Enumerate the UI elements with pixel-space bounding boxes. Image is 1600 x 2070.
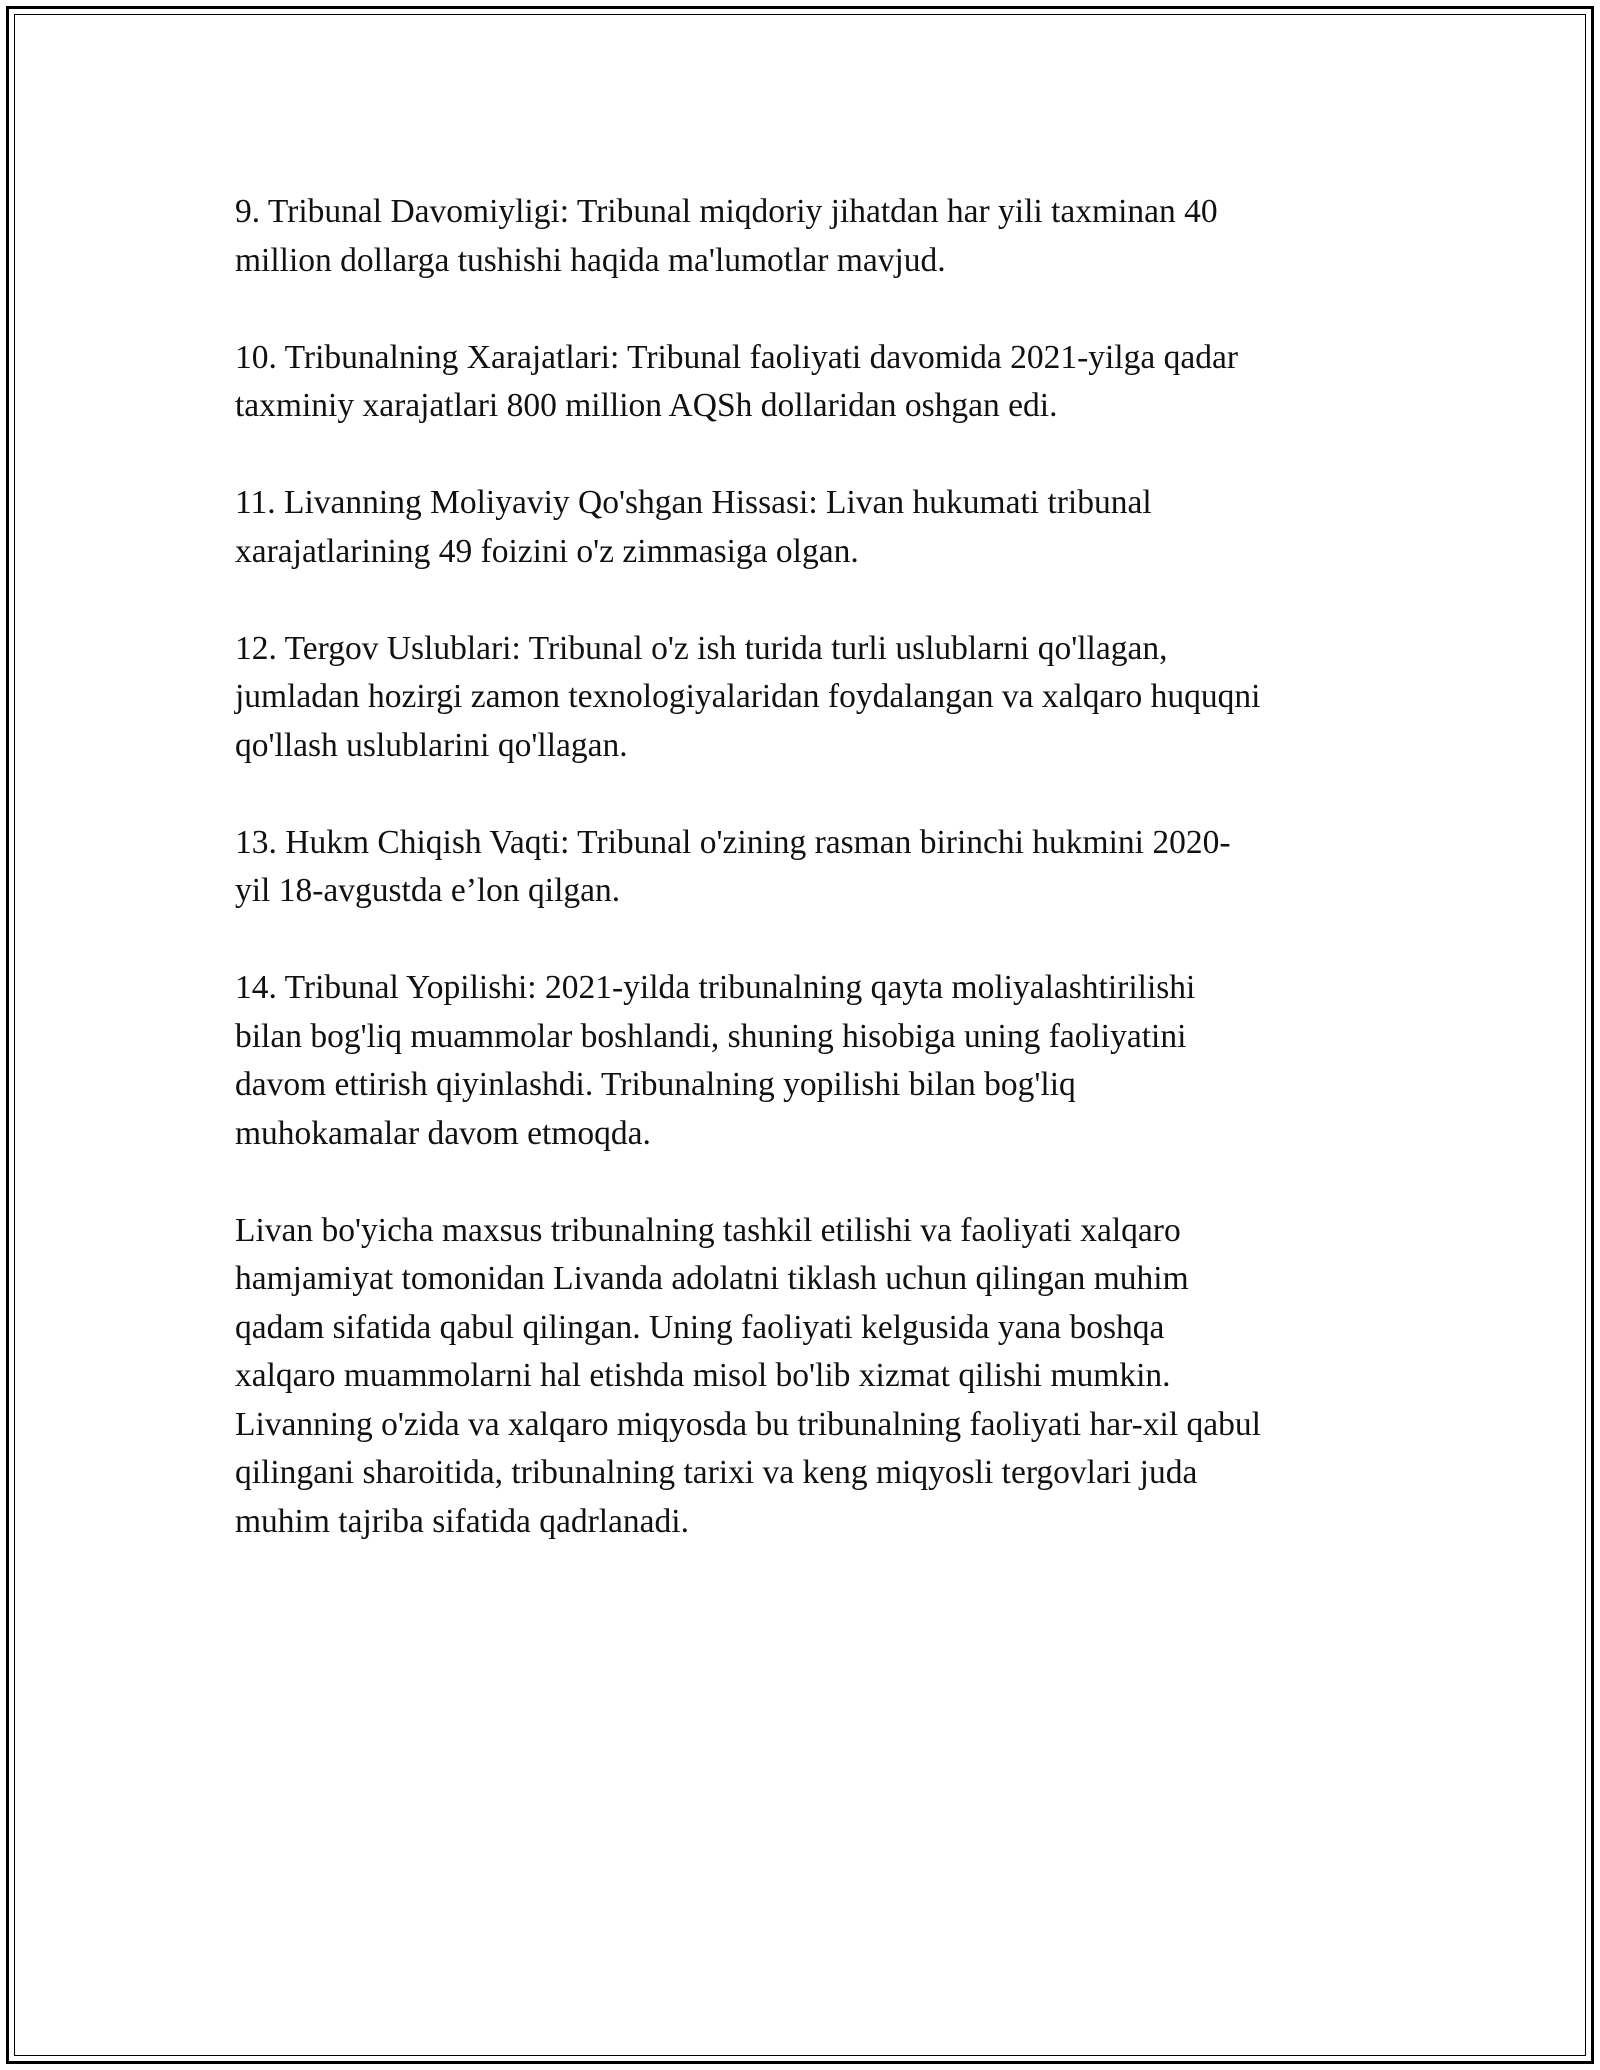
paragraph-item-9: 9. Tribunal Davomiyligi: Tribunal miqdoriy jihatdan har yili taxminan 40 million dollarga tushishi haqida ma'lumotlar mavjud. <box>235 193 1218 279</box>
paragraph-conclusion: Livan bo'yicha maxsus tribunalning tashkil etilishi va faoliyati xalqaro hamjamiyat tomonidan Livanda adolatni tiklash uchun qilingan muhim qadam sifatida qabul qilingan. Uning faoliyati kelgusida yana boshqa xalqaro muammolarni hal etishda misol bo'lib xizmat qilishi mumkin. Livanning o'zida va xalqaro miqyosda bu tribunalning faoliyati har-xil qabul qilingani sharoitida, tribunalning tarixi va keng miqyosli tergovlari juda muhim tajriba sifatida qadrlanadi. <box>235 1211 1261 1540</box>
paragraph-item-10: 10. Tribunalning Xarajatlari: Tribunal faoliyati davomida 2021-yilga qadar taxminiy xarajatlari 800 million AQSh dollaridan oshgan edi. <box>235 338 1238 424</box>
document-body <box>235 188 1370 1595</box>
paragraph-item-13: 13. Hukm Chiqish Vaqti: Tribunal o'zining rasman birinchi hukmini 2020- yil 18-avgustda e’lon qilgan. <box>235 823 1231 909</box>
paragraph-item-11: 11. Livanning Moliyaviy Qo'shgan Hissasi: Livan hukumati tribunal xarajatlarining 49 foizini o'z zimmasiga olgan. <box>235 484 1152 570</box>
paragraph-item-14: 14. Tribunal Yopilishi: 2021-yilda tribunalning qayta moliyalashtirilishi bilan bog'liq muammolar boshlandi, shuning hisobiga uning faoliyatini davom ettirish qiyinlashdi. Tribunalning yopilishi bilan bog'liq muhokamalar davom etmoqda. <box>235 969 1196 1152</box>
paragraph-item-12: 12. Tergov Uslublari: Tribunal o'z ish turida turli uslublarni qo'llagan, jumladan hozirgi zamon texnologiyalaridan foydalangan va xalqaro huquqni qo'llash uslublarini qo'llagan. <box>235 629 1261 764</box>
